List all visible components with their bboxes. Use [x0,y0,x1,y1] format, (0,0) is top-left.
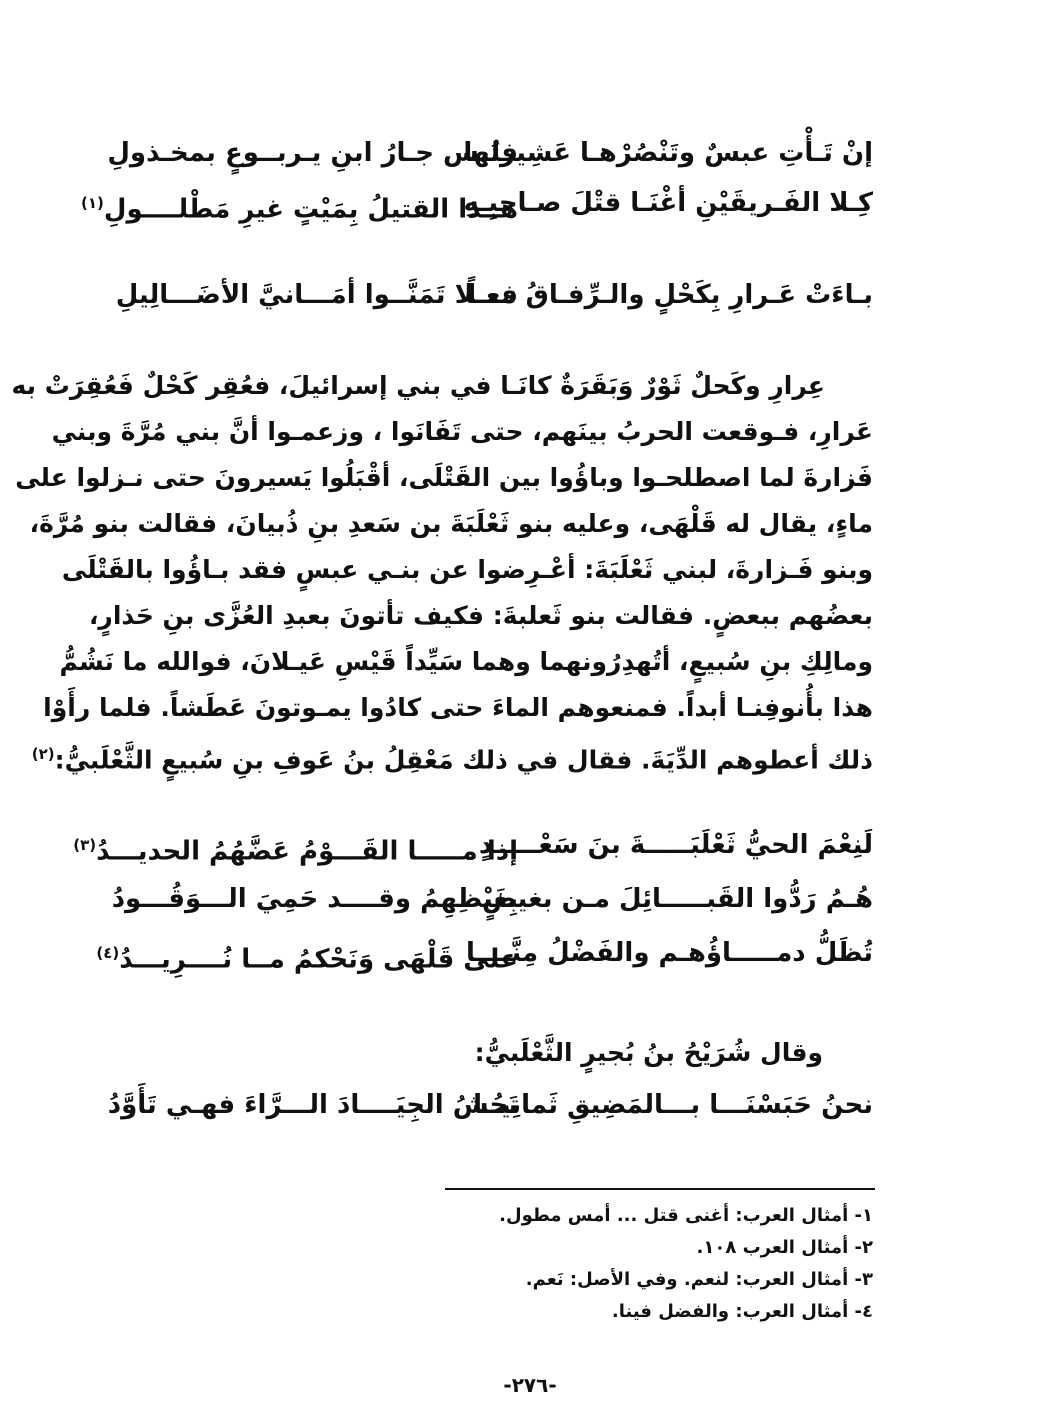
verse-line [107,1080,873,1130]
paragraph-line: ماءٍ، يقال له قَلْهَى، وعليه بنو ثَعْلَبَةَ بن سَعدِ بنِ ذُبيانَ، فقالت بنو مُرَّةَ، [29,509,873,538]
footnote: ٤- أمثال العرب: والفضل فينا. [611,1301,873,1322]
verse-hemistich-second: فـــلا تَمَنَّــوا أمَـــانيَّ الأضَـــالِيلِ [115,280,518,310]
verse-text: هــذا القتيلُ بِمَيْتٍ غيرِ مَطْلــــولِ [103,194,518,225]
paragraph-line: ومالِكِ بنِ سُبيعٍ، أتُهدِرُونهما وهما سَيِّداً قَيْسِ عَيـلانَ، فوالله ما نَشُمُّ [59,647,873,676]
paragraph-text: ذلك أعطوهم الدِّيَةَ. فقال في ذلك مَعْقِلُ بنُ عَوفِ بنِ سُبيعٍ الثَّعْلَبيُّ: [54,745,873,775]
verse-hemistich-first: هُـمُ رَدُّوا القَبـــــائِلَ مـن بغيضٍ [482,884,873,914]
footnote: ٢- أمثال العرب ١٠٨. [696,1237,873,1258]
footnote: ٣- أمثال العرب: لنعم. وفي الأصل: نَعم. [525,1269,873,1290]
verse-text: على قَلْهَى وَنَحْكمُ مــا نُــــرِيـــدُ [119,944,518,975]
verse-hemistich-first: إنْ تَـأْتِ عبسٌ وتَنْصُرْهـا عَشِيرتُها [463,138,873,168]
paragraph-line: فَزارةَ لما اصطلحـوا وباؤُوا بين القَتْلَى، أقْبَلُوا يَسيرونَ حتى نـزلوا على [15,463,873,492]
footnote-ref: (٤) [96,944,120,962]
intro-line: وقال شُرَيْحُ بنُ بُجيرٍ الثَّعْلَبيُّ: [474,1038,823,1067]
verse-hemistich-first: بـاءَتْ عَـرارِ بِكَحْلٍ والـرِّفـاقُ معـاً [467,280,873,310]
paragraph-line: هذا بأُنوفِنـا أبداً. فمنعوهم الماءَ حتى كادُوا يمـوتونَ عَطَشاً. فلما رأَوْا [43,693,873,722]
footnote-ref: (٢) [31,745,55,763]
verse-hemistich-second [81,178,518,235]
verse-text: إذا مـــــا القَـــوْمُ عَضَّهُمُ الحديـــدُ [96,836,518,867]
verse-line [115,270,873,320]
paragraph-line [31,731,873,777]
verse-hemistich-first: كِـلا الفَـريقَيْنِ أغْنَـا قتْلَ صـاحِبِـهِ [463,188,873,218]
verse-line [73,820,873,870]
verse-line [111,874,873,924]
verse-hemistich-second [73,820,518,877]
verse-hemistich-second: بِغَيْظِهِمُ وقــــد حَمِيَ الـــوَقُـــودُ [111,884,518,914]
verse-line [107,128,873,178]
verse-line [96,928,873,978]
page-number: -٢٧٦- [503,1373,557,1397]
paragraph-line: وبنو فَـزارةَ، لبني ثَعْلَبَةَ: أعْـرِضوا عن بنـي عبسٍ فقد بـاؤُوا بالقَتْلَى [61,555,873,584]
verse-hemistich-first: لَنِعْمَ الحيُّ ثَعْلَبَـــــةَ بنَ سَعْـــــدٍ [478,830,873,860]
prose-paragraph [11,363,873,777]
footnote-ref: (٣) [73,836,97,854]
verse-hemistich-second: فليس جـارُ ابنِ يـربــوعٍ بمخـذولِ [107,138,518,168]
footnote: ١- أمثال العرب: أغنى قتل ... أمس مطول. [499,1205,873,1226]
verse-hemistich-second [96,928,518,985]
verse-line [81,178,873,228]
paragraph-line: بعضُهم ببعضٍ. فقالت بنو ثَعلبةَ: فكيف تأتونَ بعبدِ العُزَّى بنِ حَذارٍ، [88,601,873,630]
verse-hemistich-first: تُظَلُّ دمـــــاؤُهـم والفَضْلُ مِنَّــــا [466,938,873,968]
footnotes [443,1200,873,1328]
paragraph-line: عِرارِ وكَحلٌ ثَوْرٌ وَبَقَرَةٌ كانَـا في بني إسرائيلَ، فعُقِر كَحْلٌ فَعُقِرَتْ به [11,371,825,400]
paragraph-line: عَرارِ، فـوقعت الحربُ بينَهم، حتى تَفَانَوا ، وزعمـوا أنَّ بني مُرَّةَ وبني [51,417,873,446]
footnote-divider [445,1188,875,1190]
verse-hemistich-first: نحنُ حَبَسْنَـــا بـــالمَضِيقِ ثَمانِيــا [473,1090,873,1120]
verse-hemistich-second: نَحُشُ الجِيَــــادَ الـــرَّاءَ فهـي تَأَوَّدُ [107,1090,518,1120]
footnote-ref: (١) [81,194,104,212]
